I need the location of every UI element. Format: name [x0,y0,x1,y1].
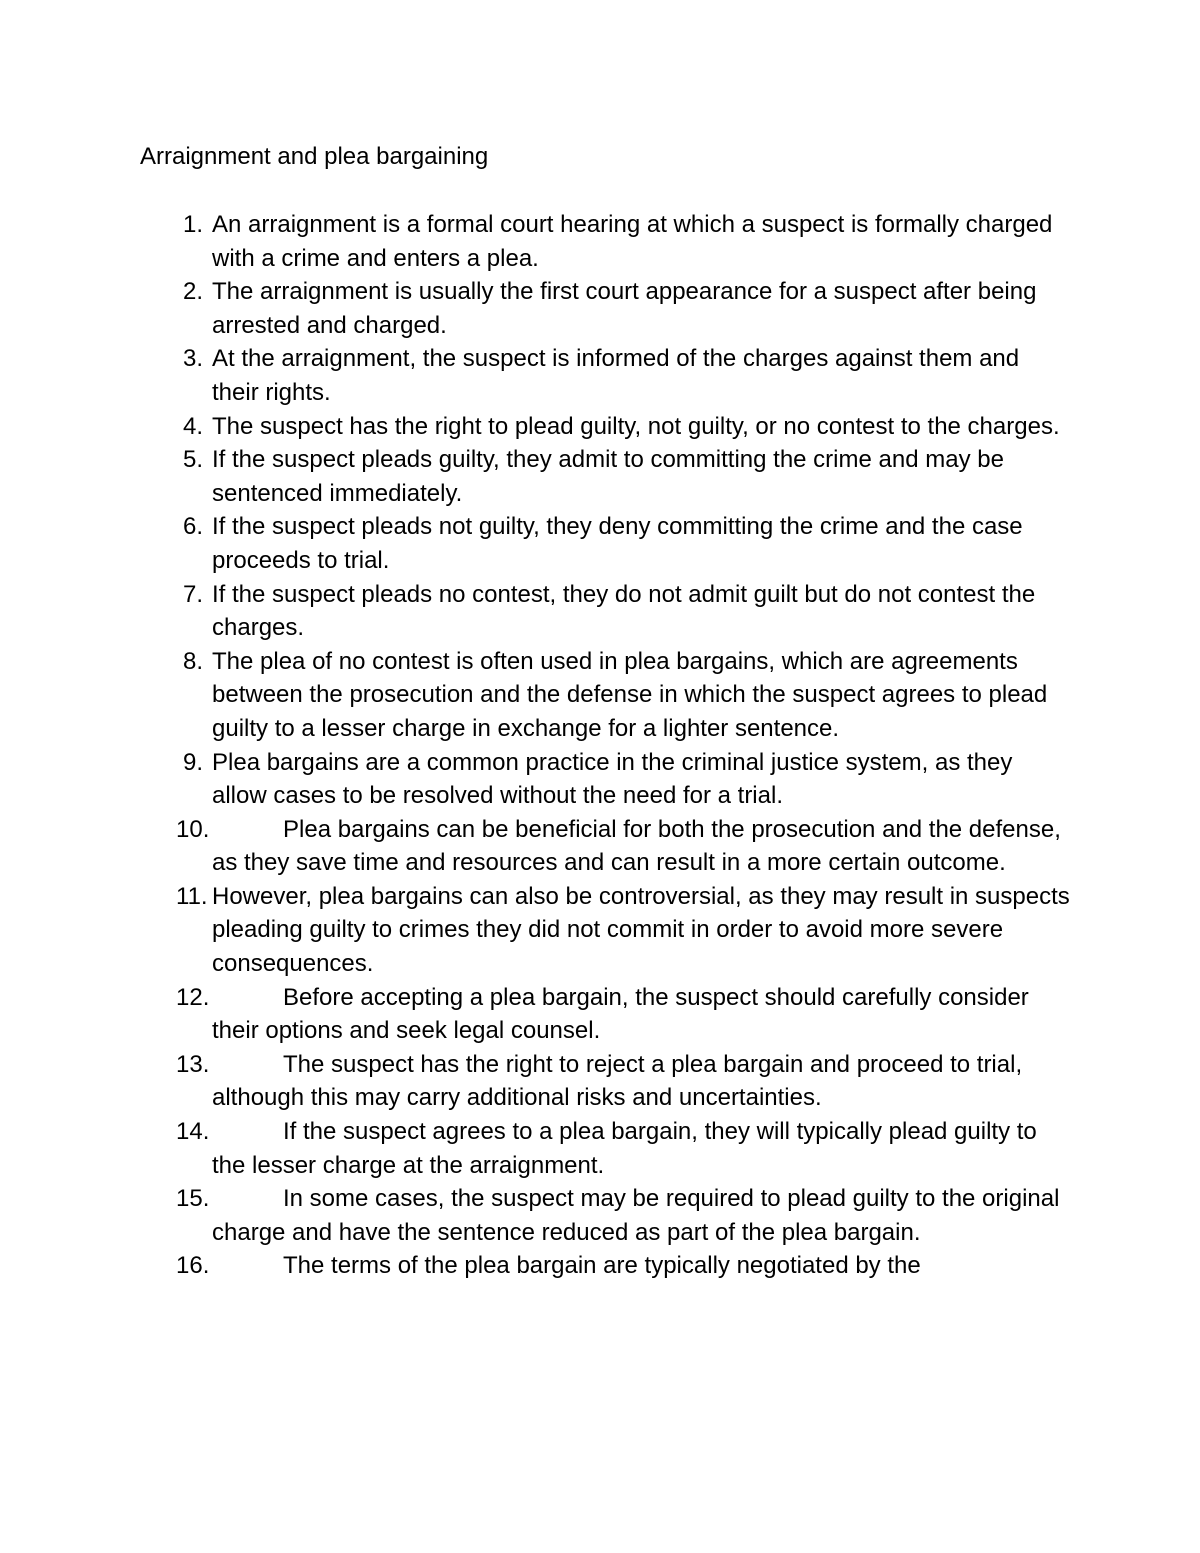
list-item-text: The suspect has the right to plead guilty, not guilty, or no contest to the charges. [212,412,1060,440]
list-item-text: The terms of the plea bargain are typically negotiated by the [283,1252,921,1280]
list-item-number: 3. [182,345,203,373]
list-item-number: 11. [176,882,208,910]
list-item-number: 4. [182,412,203,440]
list-item-text: If the suspect pleads not guilty, they deny committing the crime and the case proceeds to trial. [212,513,1023,574]
list-item-number: 7. [182,580,203,608]
list-item-text: However, plea bargains can also be controversial, as they may result in suspects pleading guilty to crimes they did not commit in order to avoid more severe consequences. [212,882,1070,978]
list-item [0,342,1200,409]
list-item-text: Plea bargains are a common practice in the criminal justice system, as they allow cases to be resolved without the need for a trial. [212,748,1013,810]
list-item-number: 9. [182,748,203,776]
list-item-text: Plea bargains can be beneficial for both the prosecution and the defense, as they save time and resources and can result in a more certain outcome. [212,815,1061,877]
list-item [0,645,1200,746]
list-item-text: If the suspect pleads no contest, they do not admit guilt but do not contest the charges. [212,580,1036,642]
list-item-number: 12. [176,983,210,1011]
numbered-list [0,208,1200,1283]
list-item-number: 1. [182,211,203,238]
list-item [0,510,1200,577]
list-item-text: The plea of no contest is often used in plea bargains, which are agreements between the prosecution and the defense in which the suspect agrees to plead guilty to a lesser charge in exchange for a lighter sentence. [212,647,1048,742]
list-item-text: An arraignment is a formal court hearing at which a suspect is formally charged with a crime and enters a plea. [212,211,1053,272]
list-item-text: If the suspect agrees to a plea bargain, they will typically plead guilty to the lesser charge at the arraignment. [212,1118,1037,1179]
list-item-number: 6. [182,513,203,541]
list-item-number: 8. [182,647,203,675]
list-item-number: 15. [176,1185,210,1213]
list-item-number: 16. [176,1252,210,1280]
list-item [0,1249,1200,1283]
list-item [0,275,1200,342]
list-item-number: 10. [176,815,210,843]
list-item [0,1048,1200,1115]
list-item [0,981,1200,1048]
document-title: Arraignment and plea bargaining [140,143,489,170]
list-item-text: At the arraignment, the suspect is informed of the charges against them and their rights. [212,345,1020,406]
list-item [0,746,1200,813]
list-item [0,410,1200,444]
list-item-number: 2. [182,278,203,306]
list-item-text: In some cases, the suspect may be required to plead guilty to the original charge and have the sentence reduced as part of the plea bargain. [212,1185,1060,1246]
list-item [0,813,1200,880]
list-item-number: 14. [176,1118,210,1146]
list-item [0,1182,1200,1249]
list-item-text: The arraignment is usually the first court appearance for a suspect after being arrested and charged. [212,278,1037,339]
list-item [0,443,1200,510]
list-item-number: 5. [182,446,203,474]
list-item [0,578,1200,645]
list-item [0,208,1200,275]
list-item [0,1115,1200,1182]
list-item-number: 13. [176,1050,210,1078]
list-item [0,880,1200,981]
list-item-text: If the suspect pleads guilty, they admit to committing the crime and may be sentenced immediately. [212,446,1004,507]
list-item-text: Before accepting a plea bargain, the suspect should carefully consider their options and seek legal counsel. [212,983,1029,1045]
list-item-text: The suspect has the right to reject a plea bargain and proceed to trial, although this may carry additional risks and uncertainties. [212,1050,1023,1112]
